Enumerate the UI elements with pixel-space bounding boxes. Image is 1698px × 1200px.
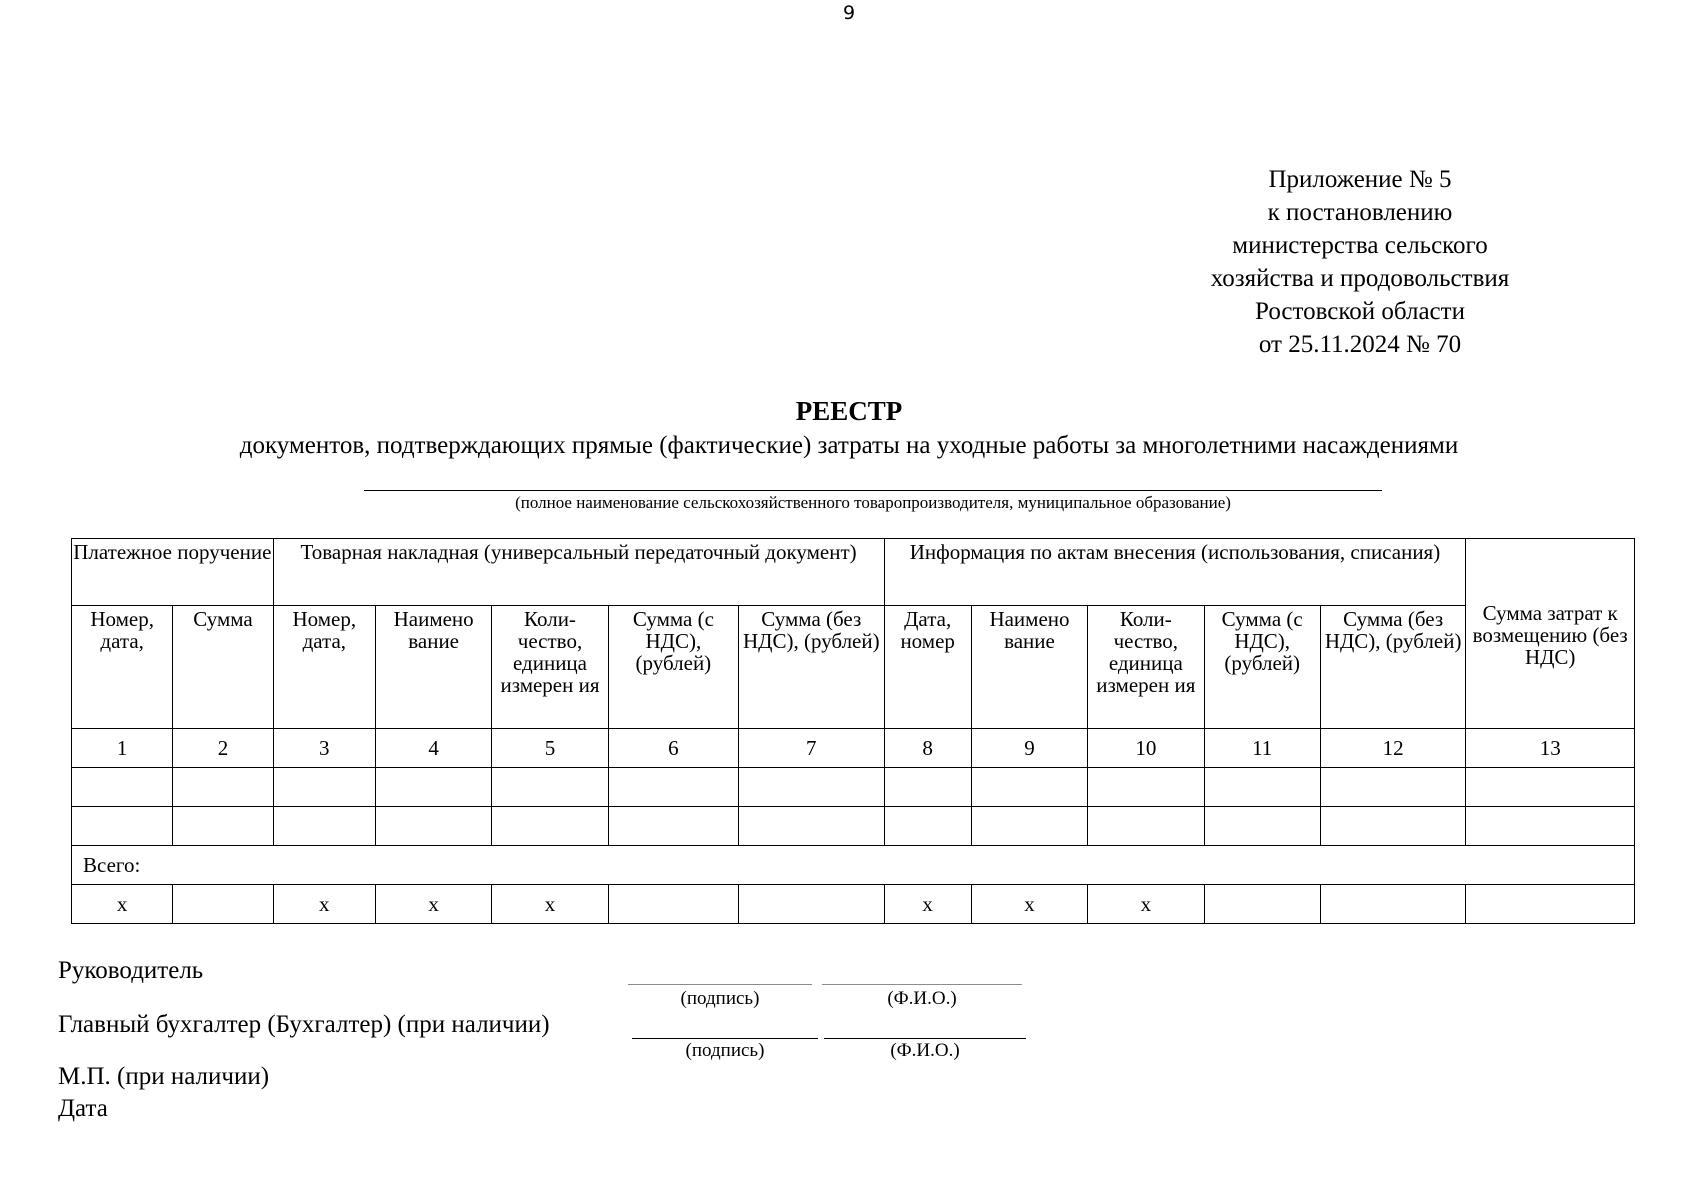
column-number: 7 (739, 729, 884, 768)
column-header: Номер, дата, (273, 606, 375, 729)
column-header: Наимено вание (375, 606, 491, 729)
table-cell (375, 768, 491, 807)
table-cell (273, 768, 375, 807)
column-number: 2 (173, 729, 273, 768)
annex-line: хозяйства и продовольствия (1210, 265, 1510, 292)
table-row (72, 807, 1635, 846)
accountant-name-caption: (Ф.И.О.) (890, 1040, 960, 1061)
table-cell (72, 768, 173, 807)
header-sum-to-reimburse: Сумма затрат к возмещению (без НДС) (1466, 539, 1635, 729)
total-values-row (72, 885, 1635, 924)
document-title: РЕЕСТР (795, 396, 903, 426)
accountant-signature-caption: (подпись) (685, 1040, 765, 1061)
column-header: Сумма (с НДС), (рублей) (608, 606, 738, 729)
total-cell: х (273, 885, 375, 924)
date-label: Дата (58, 1095, 108, 1122)
total-cell (173, 885, 273, 924)
table-cell (1088, 768, 1204, 807)
column-number: 9 (971, 729, 1087, 768)
table-cell (971, 768, 1087, 807)
annex-line: к постановлению (1267, 199, 1453, 226)
column-number: 8 (884, 729, 971, 768)
column-number: 6 (608, 729, 738, 768)
total-cell: х (375, 885, 491, 924)
group-payment-order: Платежное поручение (72, 539, 274, 606)
table-cell (608, 768, 738, 807)
column-number: 4 (375, 729, 491, 768)
table-cell (1466, 807, 1635, 846)
column-header: Дата, номер (884, 606, 971, 729)
total-cell: х (884, 885, 971, 924)
column-number: 13 (1466, 729, 1635, 768)
total-cell (739, 885, 884, 924)
table-cell (173, 768, 273, 807)
total-cell (1204, 885, 1320, 924)
accountant-label: Главный бухгалтер (Бухгалтер) (при наличии) (58, 1011, 550, 1038)
column-number: 3 (273, 729, 375, 768)
column-header-row (72, 606, 1635, 729)
producer-name-line (364, 490, 1382, 491)
annex-line: министерства сельского (1232, 232, 1488, 259)
head-label: Руководитель (58, 957, 204, 984)
table-cell (1204, 807, 1320, 846)
column-header: Коли- чество, единица измерен ия (1088, 606, 1204, 729)
table-cell (608, 807, 738, 846)
column-number: 10 (1088, 729, 1204, 768)
annex-line: Ростовской области (1255, 298, 1465, 325)
head-signature-caption: (подпись) (680, 988, 760, 1009)
head-signature-line (628, 984, 812, 985)
table-cell (492, 768, 608, 807)
total-cell (1466, 885, 1635, 924)
annex-header (1160, 163, 1560, 361)
registry-table (71, 538, 1635, 924)
table-cell (492, 807, 608, 846)
annex-line: Приложение № 5 (1268, 166, 1452, 193)
table-cell (884, 807, 971, 846)
column-header: Наимено вание (971, 606, 1087, 729)
column-header: Сумма (без НДС), (рублей) (739, 606, 884, 729)
group-header-row (72, 539, 1635, 606)
column-header: Сумма (с НДС), (рублей) (1204, 606, 1320, 729)
column-number: 12 (1320, 729, 1466, 768)
column-number-row (72, 729, 1635, 768)
group-invoice: Товарная накладная (универсальный передаточный документ) (273, 539, 884, 606)
total-cell: х (492, 885, 608, 924)
table-cell (884, 768, 971, 807)
total-cell: х (971, 885, 1087, 924)
head-name-line (822, 984, 1022, 985)
table-cell (971, 807, 1087, 846)
producer-name-caption: (полное наименование сельскохозяйственного товаропроизводителя, муниципальное образование) (515, 493, 1231, 512)
column-number: 1 (72, 729, 173, 768)
column-header: Коли- чество, единица измерен ия (492, 606, 608, 729)
total-label: Всего: (72, 846, 1635, 885)
table-cell (173, 807, 273, 846)
table-cell (1204, 768, 1320, 807)
table-cell (375, 807, 491, 846)
stamp-label: М.П. (при наличии) (58, 1063, 270, 1090)
total-cell (608, 885, 738, 924)
column-number: 5 (492, 729, 608, 768)
table-cell (1320, 768, 1466, 807)
document-subtitle: документов, подтверждающих прямые (фактические) затраты на уходные работы за многолетними насаждениями (239, 432, 1459, 459)
group-acts-info: Информация по актам внесения (использования, списания) (884, 539, 1466, 606)
total-cell (1320, 885, 1466, 924)
head-name-caption: (Ф.И.О.) (887, 988, 957, 1009)
table-cell (739, 807, 884, 846)
table-cell (273, 807, 375, 846)
total-cell: х (72, 885, 173, 924)
table-row (72, 768, 1635, 807)
accountant-signature-line (632, 1038, 818, 1039)
table-cell (1088, 807, 1204, 846)
table-cell (1320, 807, 1466, 846)
column-header: Номер, дата, (72, 606, 173, 729)
page-number: 9 (842, 2, 856, 24)
total-row (72, 846, 1635, 885)
total-cell: х (1088, 885, 1204, 924)
table-cell (72, 807, 173, 846)
column-number: 11 (1204, 729, 1320, 768)
annex-line: от 25.11.2024 № 70 (1258, 331, 1462, 358)
table-cell (1466, 768, 1635, 807)
column-header: Сумма (без НДС), (рублей) (1320, 606, 1466, 729)
column-header: Сумма (173, 606, 273, 729)
table-cell (739, 768, 884, 807)
accountant-name-line (824, 1038, 1026, 1039)
